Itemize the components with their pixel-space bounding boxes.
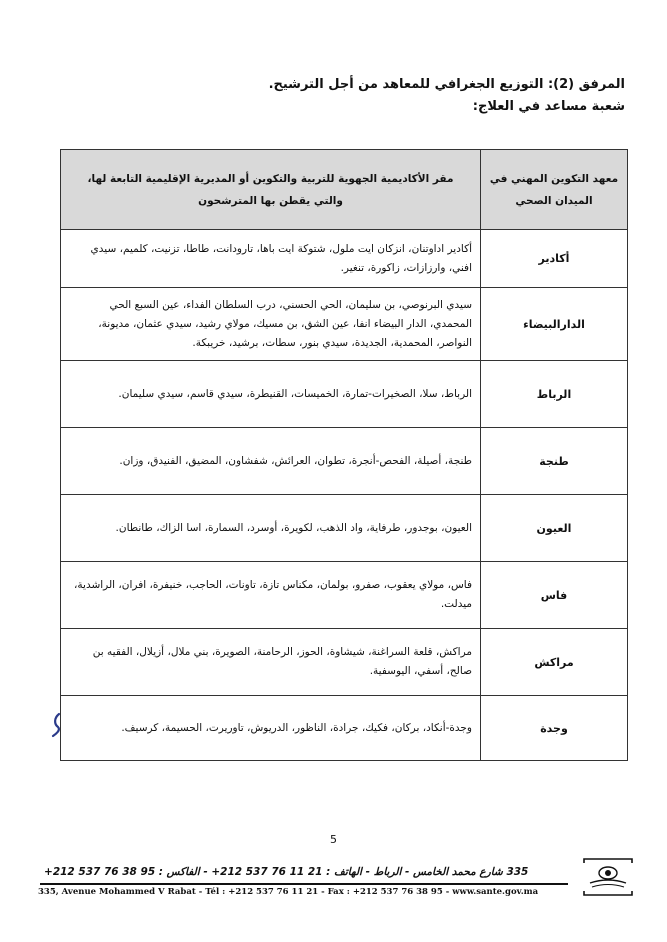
- table-row: [61, 428, 628, 495]
- annex-heading: [269, 74, 625, 118]
- distribution-table: [60, 149, 628, 761]
- table-row: [61, 629, 628, 696]
- institute-cell: فاس: [481, 562, 628, 629]
- institute-cell: طنجة: [481, 428, 628, 495]
- institute-cell: وجدة: [481, 696, 628, 761]
- institute-cell: أكادير: [481, 230, 628, 288]
- table-header-row: [61, 150, 628, 230]
- institute-cell: الدارالبيضاء: [481, 288, 628, 361]
- cities-cell: سيدي البرنوصي، بن سليمان، الحي الحسني، درب السلطان الفداء، عين السبع الحي المحمدي، الدار البيضاء انفا، عين الشق، بن مسيك، مولاي رشيد، سيدي عثمان، مديونة، النواصر، المحمدية، الجديدة، سيدي بنور، سطات، برشيد، خريبكة.: [61, 288, 481, 361]
- table-row: [61, 562, 628, 629]
- cities-cell: العيون، بوجدور، طرفاية، واد الذهب، لكويرة، أوسرد، السمارة، اسا الزاك، طانطان.: [61, 495, 481, 562]
- cities-cell: طنجة، أصيلة، الفحص-أنجرة، تطوان، العرائش، شفشاون، المضيق، الفنيدق، وزان.: [61, 428, 481, 495]
- annex-title: المرفق (2): التوزيع الجغرافي للمعاهد من أجل الترشيح.: [268, 77, 625, 92]
- institute-cell: العيون: [481, 495, 628, 562]
- institute-cell: الرباط: [481, 361, 628, 428]
- table-row: [61, 495, 628, 562]
- table-row: [61, 696, 628, 761]
- table-row: [61, 230, 628, 288]
- cities-cell: فاس، مولاي يعقوب، صفرو، بولمان، مكناس تازة، تاونات، الحاجب، خنيفرة، افران، الراشدية، ميدلت.: [61, 562, 481, 629]
- footer-divider: [40, 883, 568, 885]
- footer-address-arabic: 335 شارع محمد الخامس - الرباط - الهاتف : 21 11 76 537 212+ - الفاكس : 95 38 76 537 212+: [44, 866, 529, 878]
- header-institute: معهد التكوين المهني في الميدان الصحي: [481, 150, 628, 230]
- footer-address-french: 335, Avenue Mohammed V Rabat - Tél : +212 537 76 11 21 - Fax : +212 537 76 38 95 - www.sante.gov.ma: [38, 887, 539, 897]
- handwritten-initial-mark: [50, 712, 64, 743]
- ministry-logo-icon: [582, 857, 634, 897]
- table-row: [61, 288, 628, 361]
- page-number: 5: [330, 833, 337, 846]
- institute-cell: مراكش: [481, 629, 628, 696]
- annex-subtitle: شعبة مساعد في العلاج:: [472, 99, 625, 114]
- header-cities: مقر الأكاديمية الجهوية للتربية والتكوين أو المديرية الإقليمية التابعة لها، والتي يقطن بها المترشحون: [61, 150, 481, 230]
- cities-cell: وجدة-أنكاد، بركان، فكيك، جرادة، الناظور، الدريوش، تاوريرت، الحسيمة، كرسيف.: [61, 696, 481, 761]
- cities-cell: الرباط، سلا، الصخيرات-تمارة، الخميسات، القنيطرة، سيدي قاسم، سيدي سليمان.: [61, 361, 481, 428]
- cities-cell: مراكش، قلعة السراغنة، شيشاوة، الحوز، الرحامنة، الصويرة، بني ملال، أزيلال، الفقيه بن صالح، أسفي، اليوسفية.: [61, 629, 481, 696]
- table-row: [61, 361, 628, 428]
- cities-cell: أكادير اداوتنان، انزكان ايت ملول، شتوكة ايت باها، تارودانت، طاطا، تزنيت، كلميم، سيدي افني، وارزازات، زاكورة، تنغير.: [61, 230, 481, 288]
